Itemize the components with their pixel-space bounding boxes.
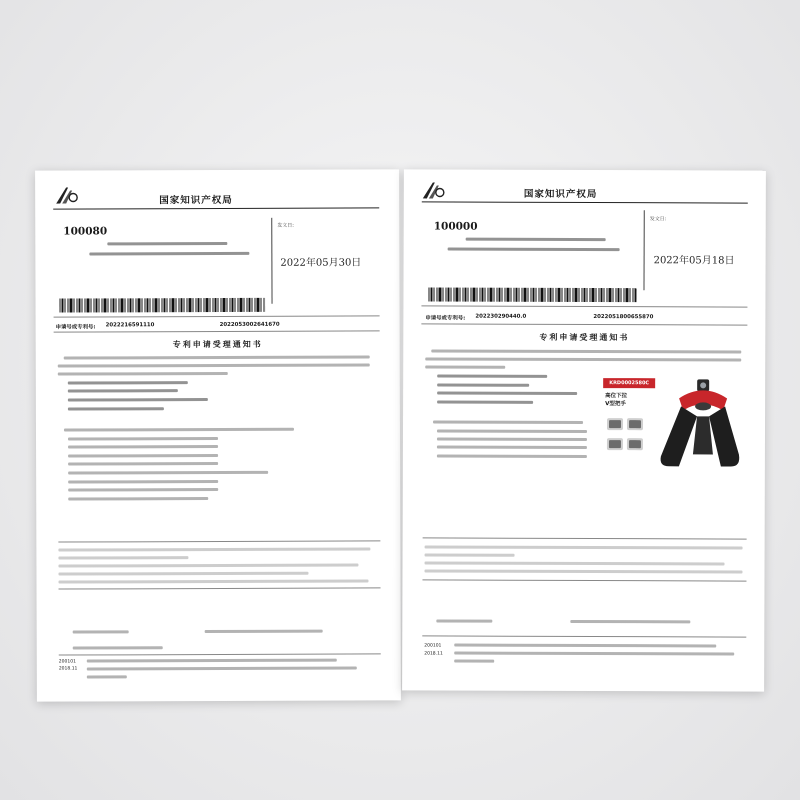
body-line	[58, 372, 228, 376]
rule	[59, 587, 381, 589]
rule	[421, 323, 747, 325]
rule	[54, 315, 380, 317]
file-list-line	[68, 437, 218, 441]
footer-code-2: 2018.11	[424, 651, 443, 657]
signature-line	[436, 619, 492, 622]
signature-line	[205, 630, 323, 633]
file-list-line	[433, 420, 583, 424]
product-image	[601, 376, 741, 472]
file-list-line	[68, 471, 268, 475]
remark-line	[59, 579, 369, 583]
barcode	[428, 287, 636, 302]
remark-line	[58, 556, 188, 559]
remark-line	[425, 569, 743, 573]
signature-line	[570, 620, 690, 623]
cnipa-logo-icon	[53, 184, 79, 206]
body-line	[437, 400, 533, 403]
footer-line	[454, 644, 716, 648]
file-list-line	[68, 497, 208, 500]
product-code-badge: KRD0002580C	[603, 378, 655, 388]
footer-line	[454, 652, 734, 656]
body-line	[431, 349, 741, 353]
barcode	[60, 298, 266, 313]
date-caption: 发文日:	[277, 222, 294, 229]
bureau-title: 国家知识产权局	[159, 194, 233, 207]
header-rule	[422, 201, 748, 203]
file-list-line	[68, 462, 218, 466]
signature-line	[73, 646, 163, 649]
file-list-line	[64, 428, 294, 432]
rule	[421, 305, 747, 307]
file-list-line	[68, 480, 218, 484]
body-line	[425, 357, 741, 361]
cnipa-logo-icon	[420, 179, 446, 201]
body-line	[437, 391, 577, 394]
file-list-line	[437, 445, 587, 449]
footer-line	[87, 659, 337, 663]
header-rule	[53, 207, 379, 209]
rule	[422, 635, 746, 637]
date-divider	[643, 210, 644, 290]
file-list-line	[68, 445, 218, 449]
file-list-line	[68, 454, 218, 458]
footer-code-1: 200101	[424, 643, 442, 649]
application-no-label: 申请号或专利号:	[425, 315, 466, 322]
rule	[423, 537, 747, 539]
body-line	[58, 363, 370, 367]
rule	[59, 653, 381, 655]
body-line	[437, 374, 547, 377]
bureau-title: 国家知识产权局	[523, 188, 598, 201]
remark-line	[58, 547, 370, 551]
address-line	[466, 238, 606, 241]
body-line	[68, 381, 188, 384]
remark-line	[425, 561, 725, 565]
footer-line	[87, 675, 127, 678]
body-line	[64, 355, 370, 359]
issue-date: 2022年05月18日	[653, 255, 735, 267]
address-line	[448, 248, 620, 252]
notice-title: 专利申请受理通知书	[539, 332, 630, 343]
right-notice-page	[402, 169, 766, 691]
postcode: 100080	[63, 225, 108, 238]
notice-title: 专利申请受理通知书	[172, 339, 263, 350]
v-bar-handle-illustration	[601, 376, 741, 472]
application-no: 202230290440.0	[475, 313, 527, 320]
postcode: 100000	[433, 220, 478, 233]
rule	[422, 579, 746, 581]
footer-line	[87, 667, 357, 671]
file-list-line	[437, 437, 587, 441]
footer-code-2: 2018.11	[58, 666, 78, 672]
product-caption-1: 高位下拉	[605, 393, 628, 400]
body-line	[425, 365, 505, 368]
file-list-line	[437, 429, 587, 433]
rule	[58, 540, 380, 542]
file-list-line	[68, 488, 218, 492]
remark-line	[58, 572, 308, 576]
body-line	[68, 398, 208, 401]
footer-line	[454, 660, 494, 663]
address-line	[89, 252, 249, 256]
signature-line	[73, 630, 129, 633]
address-line	[107, 242, 227, 245]
application-no: 2022216591110	[105, 322, 155, 329]
issue-no: 2022053002641670	[219, 321, 280, 328]
left-notice-page	[35, 169, 401, 701]
date-divider	[271, 218, 272, 304]
date-caption: 发文日:	[649, 216, 667, 223]
issue-date: 2022年05月30日	[280, 257, 362, 269]
body-line	[68, 407, 164, 410]
remark-line	[58, 564, 358, 568]
remark-line	[425, 553, 515, 556]
body-line	[437, 383, 529, 386]
application-no-label: 申请号或专利号:	[55, 324, 96, 331]
body-line	[68, 389, 178, 392]
file-list-line	[437, 454, 587, 458]
remark-line	[425, 545, 743, 549]
product-caption-2: V型把手	[605, 401, 626, 408]
rule	[54, 330, 380, 332]
issue-no: 2022051800655870	[593, 314, 654, 321]
footer-code-1: 200101	[58, 659, 76, 665]
